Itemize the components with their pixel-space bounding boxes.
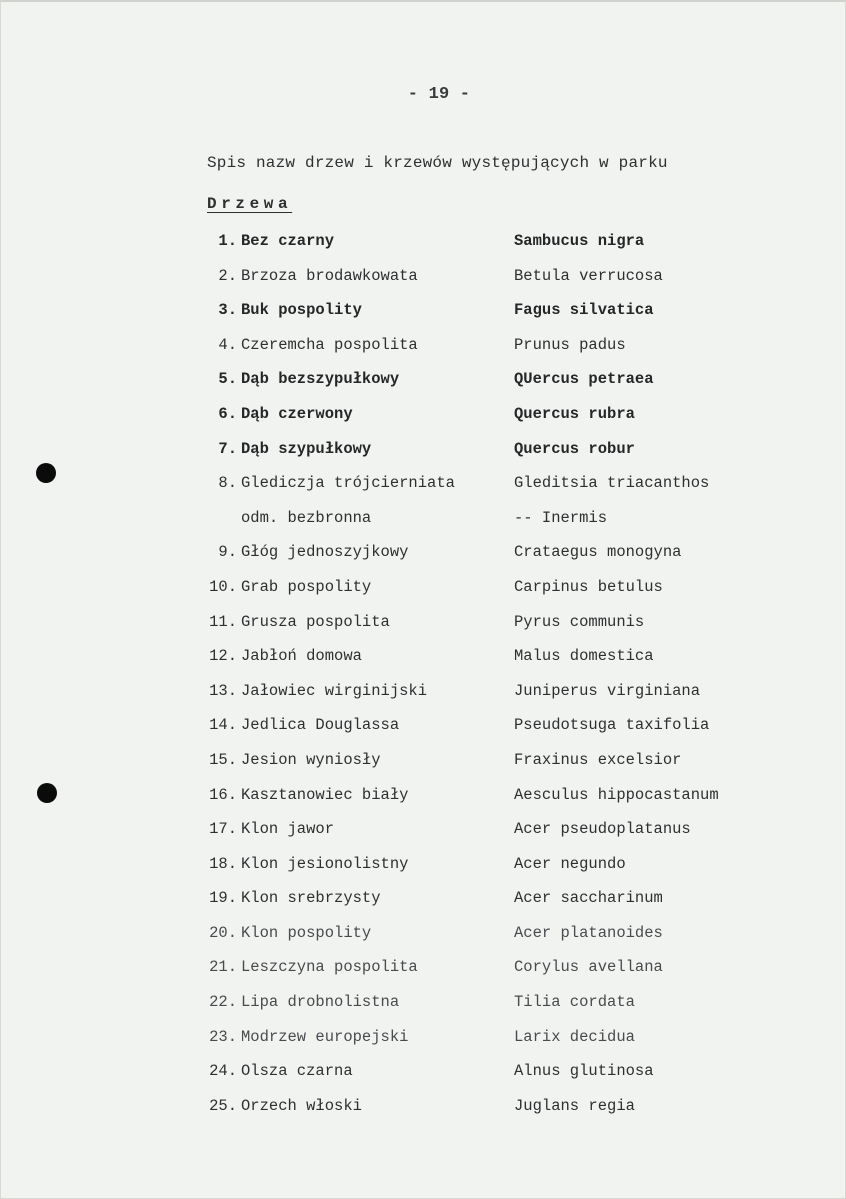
item-number: 2. (218, 266, 237, 285)
item-number: 1. (218, 232, 237, 250)
polish-name: Dąb czerwony (241, 404, 353, 423)
polish-name: Dąb bezszypułkowy (241, 370, 400, 389)
item-number: 5. (218, 370, 237, 389)
latin-name: Quercus robur (514, 439, 635, 458)
latin-name: Aesculus hippocastanum (514, 785, 719, 804)
latin-name: -- Inermis (514, 508, 608, 527)
polish-name: odm. bezbronna (241, 508, 372, 527)
item-number: 21. (209, 958, 237, 977)
section-title: Drzewa (207, 195, 293, 213)
punch-hole-top (36, 463, 56, 483)
list-item (1, 1028, 846, 1063)
latin-name: QUercus petraea (514, 370, 654, 389)
list-item (1, 405, 846, 440)
item-number: 8. (218, 474, 237, 493)
item-number: 11. (209, 612, 237, 631)
polish-name: Jałowiec wirginijski (241, 681, 428, 700)
list-item (1, 786, 846, 821)
item-number: 3. (218, 301, 237, 320)
latin-name: Quercus rubra (514, 404, 635, 423)
list-item (1, 578, 846, 613)
item-number: 14. (209, 716, 237, 735)
polish-name: Glediczja trójcierniata (241, 474, 455, 493)
list-item (1, 889, 846, 924)
list-item (1, 1097, 846, 1132)
item-number: 18. (209, 854, 237, 873)
polish-name: Głóg jednoszyjkowy (241, 543, 409, 562)
item-number: 13. (209, 681, 237, 700)
latin-name: Larix decidua (514, 1027, 635, 1046)
polish-name: Grusza pospolita (241, 612, 390, 631)
item-number: 15. (209, 750, 237, 769)
latin-name: Crataegus monogyna (514, 543, 682, 562)
tree-species-list (1, 232, 846, 1131)
list-item (1, 855, 846, 890)
list-item (1, 1062, 846, 1097)
item-number: 23. (209, 1027, 237, 1046)
polish-name: Jedlica Douglassa (241, 716, 400, 735)
polish-name: Bez czarny (241, 232, 335, 250)
latin-name: Prunus padus (514, 335, 626, 354)
page-number: - 19 - (407, 85, 471, 104)
list-item (1, 543, 846, 578)
latin-name: Pseudotsuga taxifolia (514, 716, 710, 735)
item-number: 22. (209, 993, 237, 1012)
item-number: 20. (209, 923, 237, 942)
polish-name: Buk pospolity (241, 301, 362, 320)
list-item (1, 440, 846, 475)
polish-name: Klon jesionolistny (241, 854, 409, 873)
polish-name: Jabłoń domowa (241, 647, 362, 666)
polish-name: Modrzew europejski (241, 1027, 409, 1046)
item-number: 12. (209, 647, 237, 666)
latin-name: Juniperus virginiana (514, 681, 701, 700)
polish-name: Lipa drobnolistna (241, 993, 400, 1012)
latin-name: Acer negundo (514, 854, 626, 873)
polish-name: Klon jawor (241, 820, 335, 839)
page-heading: Spis nazw drzew i krzewów występujących w parku (207, 154, 668, 172)
item-number: 9. (218, 543, 237, 562)
item-number: 17. (209, 820, 237, 839)
list-item (1, 958, 846, 993)
list-item (1, 474, 846, 509)
list-item (1, 751, 846, 786)
list-item (1, 924, 846, 959)
polish-name: Leszczyna pospolita (241, 958, 418, 977)
list-item (1, 993, 846, 1028)
item-number: 25. (209, 1096, 237, 1115)
item-number: 7. (218, 439, 237, 458)
latin-name: Alnus glutinosa (514, 1062, 654, 1081)
item-number: 19. (209, 889, 237, 908)
list-item (1, 370, 846, 405)
item-number: 10. (209, 577, 237, 596)
item-number: 6. (218, 404, 237, 423)
polish-name: Brzoza brodawkowata (241, 266, 418, 285)
latin-name: Acer pseudoplatanus (514, 820, 691, 839)
list-item (1, 647, 846, 682)
latin-name: Tilia cordata (514, 993, 635, 1012)
polish-name: Kasztanowiec biały (241, 785, 409, 804)
item-number: 24. (209, 1062, 237, 1081)
polish-name: Jesion wyniosły (241, 750, 381, 769)
list-item (1, 613, 846, 648)
list-item (1, 716, 846, 751)
polish-name: Dąb szypułkowy (241, 439, 372, 458)
latin-name: Fagus silvatica (514, 301, 654, 320)
polish-name: Olsza czarna (241, 1062, 353, 1081)
list-item (1, 682, 846, 717)
list-item (1, 267, 846, 302)
list-item (1, 509, 846, 544)
latin-name: Pyrus communis (514, 612, 645, 631)
polish-name: Czeremcha pospolita (241, 335, 418, 354)
latin-name: Gleditsia triacanthos (514, 474, 710, 493)
latin-name: Malus domestica (514, 647, 654, 666)
polish-name: Orzech włoski (241, 1096, 362, 1115)
list-item (1, 232, 846, 267)
item-number: 4. (218, 335, 237, 354)
list-item (1, 820, 846, 855)
polish-name: Klon pospolity (241, 923, 372, 942)
list-item (1, 301, 846, 336)
latin-name: Sambucus nigra (514, 232, 645, 250)
polish-name: Klon srebrzysty (241, 889, 381, 908)
latin-name: Corylus avellana (514, 958, 663, 977)
latin-name: Carpinus betulus (514, 577, 663, 596)
list-item (1, 336, 846, 371)
latin-name: Juglans regia (514, 1096, 635, 1115)
latin-name: Acer saccharinum (514, 889, 663, 908)
latin-name: Acer platanoides (514, 923, 663, 942)
polish-name: Grab pospolity (241, 577, 372, 596)
latin-name: Fraxinus excelsior (514, 750, 682, 769)
punch-hole-bottom (37, 783, 57, 803)
item-number: 16. (209, 785, 237, 804)
latin-name: Betula verrucosa (514, 266, 663, 285)
